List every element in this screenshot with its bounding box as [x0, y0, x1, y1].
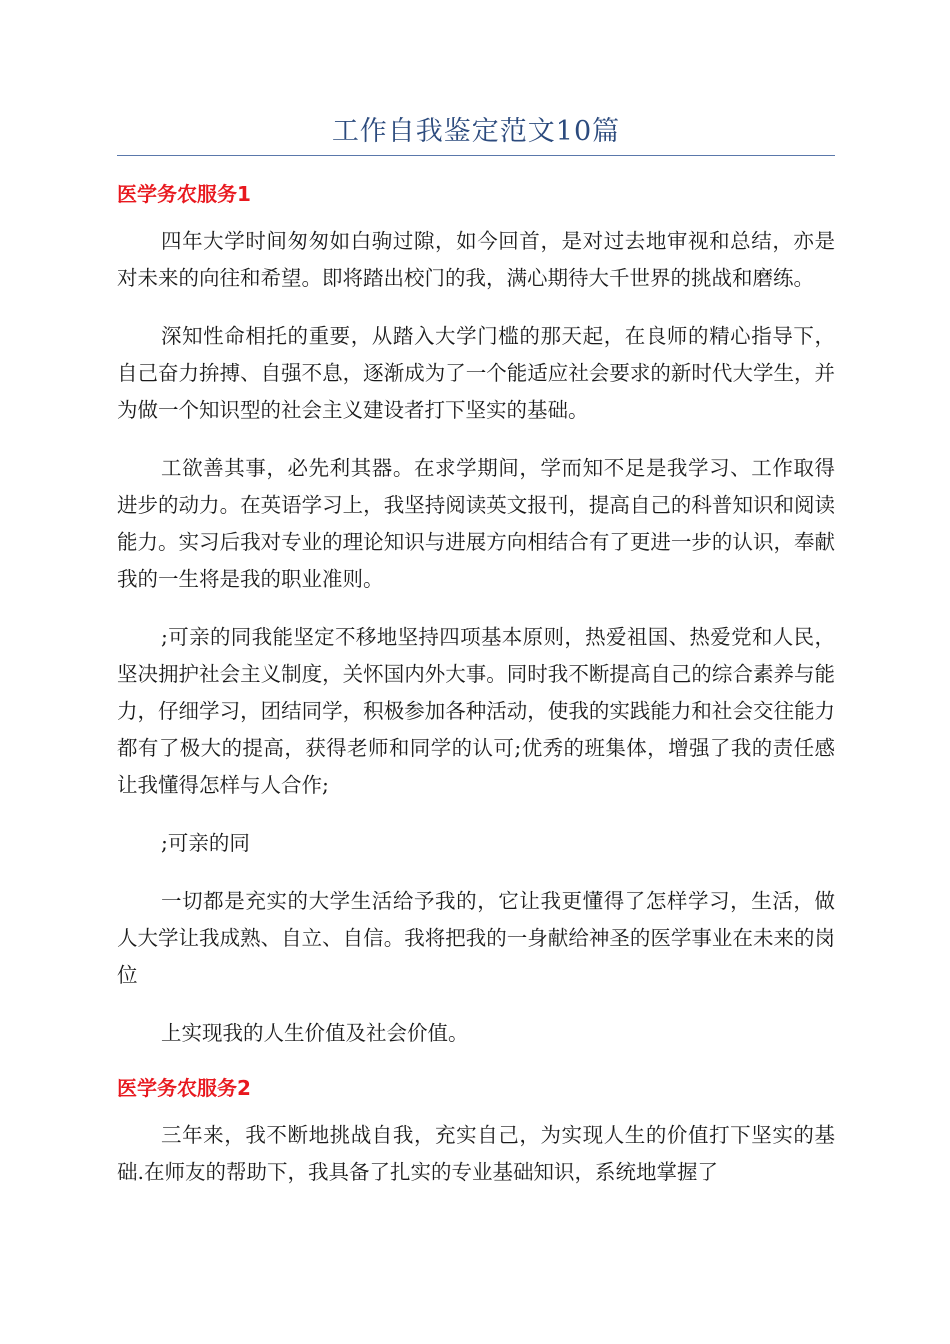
paragraph: 一切都是充实的大学生活给予我的，它让我更懂得了怎样学习，生活，做人大学让我成熟、自立、自信。我将把我的一身献给神圣的医学事业在未来的岗位 — [117, 889, 835, 987]
section-1 — [117, 179, 835, 1052]
document-page — [117, 112, 835, 1212]
paragraph: ;可亲的同 — [161, 831, 250, 855]
title-divider — [117, 155, 835, 156]
section-2 — [117, 1073, 835, 1191]
section-heading: 医学务农服务2 — [117, 1076, 251, 1100]
paragraph: 四年大学时间匆匆如白驹过隙，如今回首，是对过去地审视和总结，亦是对未来的向往和希望。即将踏出校门的我，满心期待大千世界的挑战和磨练。 — [117, 229, 835, 290]
paragraph: 三年来，我不断地挑战自我，充实自己，为实现人生的价值打下坚实的基础.在师友的帮助下，我具备了扎实的专业基础知识，系统地掌握了 — [117, 1123, 835, 1184]
paragraph: 深知性命相托的重要，从踏入大学门槛的那天起，在良师的精心指导下，自己奋力拚搏、自强不息，逐渐成为了一个能适应社会要求的新时代大学生，并为做一个知识型的社会主义建设者打下坚实的基础。 — [117, 324, 835, 422]
paragraph: ;可亲的同我能坚定不移地坚持四项基本原则，热爱祖国、热爱党和人民，坚决拥护社会主义制度，关怀国内外大事。同时我不断提高自己的综合素养与能力，仔细学习，团结同学，积极参加各种活动，使我的实践能力和社会交往能力都有了极大的提高，获得老师和同学的认可;优秀的班集体，增强了我的责任感让我懂得怎样与人合作; — [117, 625, 835, 797]
paragraph: 上实现我的人生价值及社会价值。 — [161, 1021, 469, 1045]
paragraph: 工欲善其事，必先利其器。在求学期间，学而知不足是我学习、工作取得进步的动力。在英语学习上，我坚持阅读英文报刊，提高自己的科普知识和阅读能力。实习后我对专业的理论知识与进展方向相结合有了更进一步的认识，奉献我的一生将是我的职业准则。 — [117, 456, 835, 591]
document-title: 工作自我鉴定范文10篇 — [331, 116, 621, 147]
section-heading: 医学务农服务1 — [117, 182, 251, 206]
